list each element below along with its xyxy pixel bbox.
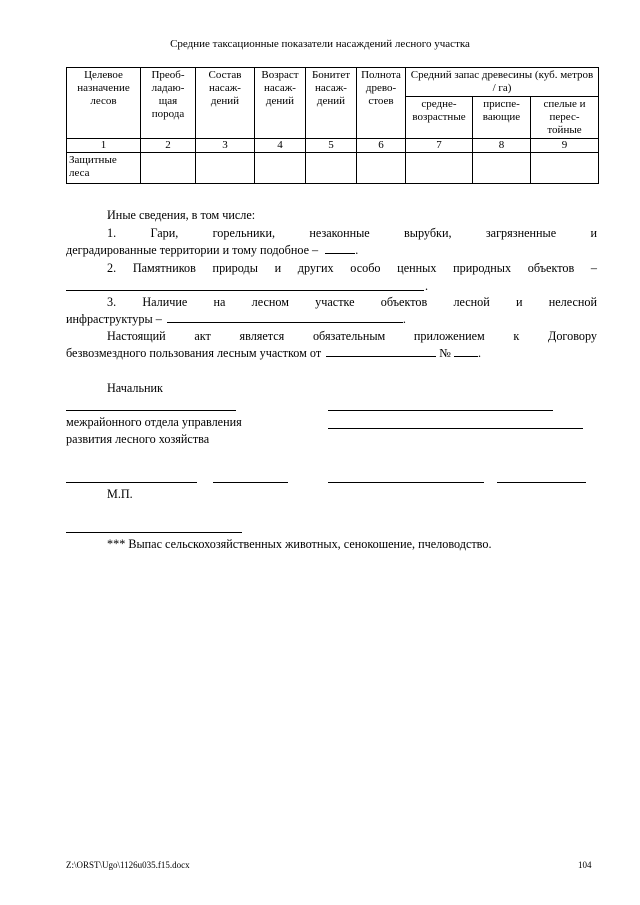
stamp-label: М.П.	[107, 487, 133, 501]
header-bonitet: Бонитет насаж-дений	[306, 68, 357, 139]
item1-line2-text: деградированные территории и тому подобное –	[66, 243, 319, 257]
signature-line	[328, 482, 484, 483]
footer-file-path: Z:\ORST\Ugo\1126u035.f15.docx	[66, 860, 190, 870]
column-number: 1	[67, 139, 141, 153]
page-number: 104	[578, 860, 592, 870]
column-number: 7	[406, 139, 473, 153]
table-cell	[357, 153, 406, 184]
column-number: 3	[196, 139, 255, 153]
header-composition: Состав насаж-дений	[196, 68, 255, 139]
column-number: 9	[531, 139, 599, 153]
number-blank	[454, 345, 478, 357]
table-cell	[531, 153, 599, 184]
signature-line	[497, 482, 586, 483]
item1-line2: деградированные территории и тому подобное – .	[66, 243, 359, 257]
signature-line	[213, 482, 288, 483]
column-number: 5	[306, 139, 357, 153]
item3-line2: инфраструктуры – .	[66, 312, 406, 326]
table-cell	[306, 153, 357, 184]
column-number: 6	[357, 139, 406, 153]
period: .	[425, 279, 429, 293]
dept-line2: развития лесного хозяйства	[66, 432, 210, 446]
head-title: Начальник	[107, 381, 163, 395]
item3-line2-text: инфраструктуры –	[66, 312, 162, 326]
item3-line1: 3. Наличие на лесном участке объектов лесной и нелесной	[107, 295, 597, 309]
item1-line1: 1. Гари, горельники, незаконные вырубки, загрязненные и	[107, 226, 597, 240]
table-cell: Защитные леса	[67, 153, 141, 184]
column-number: 4	[255, 139, 306, 153]
header-density: Полнота древо-стоев	[357, 68, 406, 139]
table-cell	[406, 153, 473, 184]
header-species: Преоб-ладаю-щая порода	[141, 68, 196, 139]
table-row	[67, 153, 599, 184]
header-purpose: Целевое назначение лесов	[67, 68, 141, 139]
signature-line	[66, 410, 236, 411]
document-title: Средние таксационные показатели насаждений лесного участка	[170, 38, 470, 50]
column-number: 2	[141, 139, 196, 153]
header-stock: Средний запас древесины (куб. метров / га)	[406, 68, 599, 97]
signature-line	[328, 410, 553, 411]
taxation-table	[66, 67, 599, 184]
act-line2-text: безвозмездного пользования лесным участком от	[66, 346, 322, 360]
subheader-middle-aged: средне-возрастные	[406, 97, 473, 139]
other-info-heading: Иные сведения, в том числе:	[107, 208, 256, 222]
column-number-row	[67, 139, 599, 153]
table-cell	[196, 153, 255, 184]
footnote: *** Выпас сельскохозяйственных животных, сенокошение, пчеловодство.	[107, 537, 492, 551]
number-sign: №	[439, 346, 451, 360]
act-line2: безвозмездного пользования лесным участком от № .	[66, 346, 482, 360]
footnote-separator	[66, 532, 242, 533]
dept-line1: межрайонного отдела управления	[66, 415, 242, 429]
subheader-maturing: приспе-вающие	[473, 97, 531, 139]
blank-line	[66, 290, 424, 291]
header-age: Возраст насаж-дений	[255, 68, 306, 139]
act-line1: Настоящий акт является обязательным приложением к Договору	[107, 329, 597, 343]
subheader-mature: спелые и перес-тойные	[531, 97, 599, 139]
blank-field	[167, 311, 403, 323]
table-cell	[141, 153, 196, 184]
blank-field	[325, 242, 355, 254]
table-cell	[473, 153, 531, 184]
signature-line	[66, 482, 197, 483]
date-blank	[326, 345, 436, 357]
table-cell	[255, 153, 306, 184]
signature-line	[328, 428, 583, 429]
item2: 2. Памятников природы и других особо ценных природных объектов –	[107, 261, 597, 275]
column-number: 8	[473, 139, 531, 153]
